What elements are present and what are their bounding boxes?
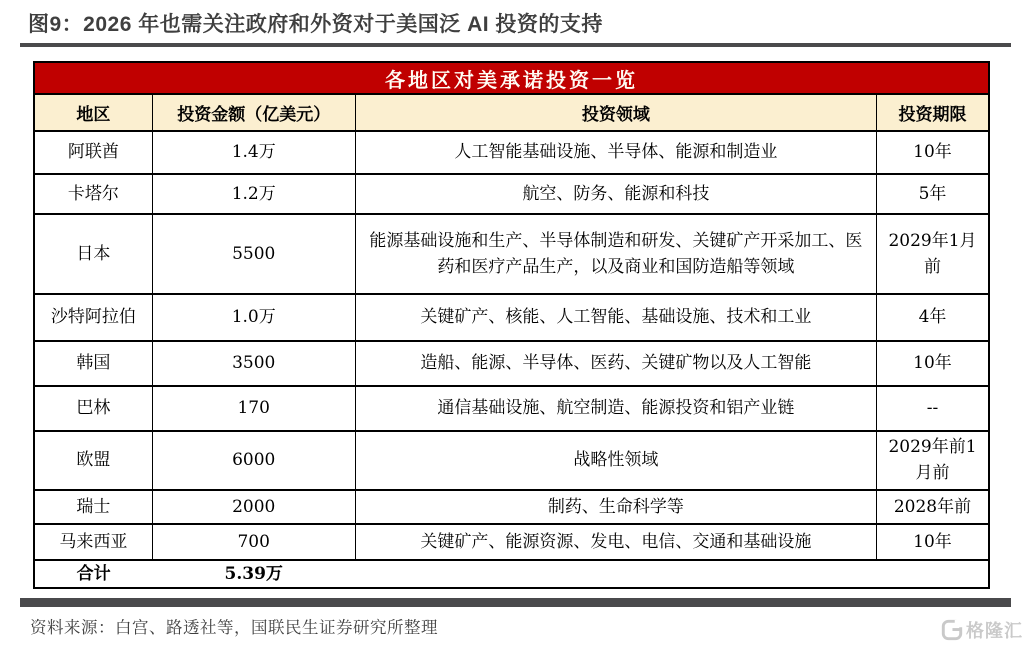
- cell-fields: 造船、能源、半导体、医药、关键矿物以及人工智能: [355, 341, 876, 386]
- cell-amount: 5500: [152, 214, 355, 294]
- cell-fields: 关键矿产、核能、人工智能、基础设施、技术和工业: [355, 294, 876, 341]
- total-value: 5.39万: [224, 563, 283, 584]
- cell-region: 沙特阿拉伯: [35, 294, 152, 341]
- table-row: [35, 431, 988, 490]
- table-row: [35, 386, 988, 431]
- cell-amount: 2000: [152, 490, 355, 524]
- col-header-amount: 投资金额（亿美元）: [152, 94, 355, 131]
- cell-period: 2028年前: [876, 490, 988, 524]
- cell-fields: 能源基础设施和生产、半导体制造和研发、关键矿产开采加工、医药和医疗产品生产，以及商业和国防造船等领域: [355, 214, 876, 294]
- bottom-rule: [20, 598, 1011, 607]
- gelonghui-logo: [941, 617, 1023, 643]
- table-row: [35, 131, 988, 174]
- cell-region: 瑞士: [35, 490, 152, 524]
- table-row: [35, 524, 988, 560]
- cell-region: 日本: [35, 214, 152, 294]
- total-label: 合计: [76, 563, 111, 584]
- col-header-period: 投资期限: [876, 94, 988, 131]
- investment-table-grid: [35, 63, 988, 587]
- cell-amount: 170: [152, 386, 355, 431]
- cell-region: 欧盟: [35, 431, 152, 490]
- figure-container: [0, 11, 1031, 648]
- col-header-fields: 投资领域: [355, 94, 876, 131]
- table-banner-title: 各地区对美承诺投资一览: [35, 63, 988, 94]
- table-row: [35, 174, 988, 214]
- cell-fields: 关键矿产、能源资源、发电、电信、交通和基础设施: [355, 524, 876, 560]
- cell-amount: 1.0万: [152, 294, 355, 341]
- cell-period: 2029年1月前: [876, 214, 988, 294]
- gelonghui-wordmark: 格隆汇: [966, 621, 1023, 642]
- cell-period: 5年: [876, 174, 988, 214]
- cell-period: 2029年前1月前: [876, 431, 988, 490]
- col-header-region: 地区: [35, 94, 152, 131]
- cell-period: 10年: [876, 131, 988, 174]
- cell-region: 卡塔尔: [35, 174, 152, 214]
- cell-amount: 1.4万: [152, 131, 355, 174]
- cell-amount: 6000: [152, 431, 355, 490]
- total-cell: [35, 560, 988, 587]
- cell-amount: 1.2万: [152, 174, 355, 214]
- gelonghui-g-icon: [941, 619, 963, 641]
- table-row: [35, 490, 988, 524]
- cell-amount: 700: [152, 524, 355, 560]
- title-underline: [20, 43, 1011, 47]
- investment-table: [33, 61, 990, 589]
- cell-period: --: [876, 386, 988, 431]
- cell-region: 韩国: [35, 341, 152, 386]
- cell-fields: 战略性领域: [355, 431, 876, 490]
- cell-region: 巴林: [35, 386, 152, 431]
- figure-footer: [30, 614, 1023, 643]
- table-row: [35, 214, 988, 294]
- cell-period: 10年: [876, 341, 988, 386]
- cell-fields: 航空、防务、能源和科技: [355, 174, 876, 214]
- table-row: [35, 341, 988, 386]
- cell-period: 4年: [876, 294, 988, 341]
- cell-fields: 通信基础设施、航空制造、能源投资和铝产业链: [355, 386, 876, 431]
- source-note: 资料来源：白宫、路透社等，国联民生证券研究所整理: [30, 619, 438, 638]
- figure-title: 图9：2026 年也需关注政府和外资对于美国泛 AI 投资的支持: [28, 13, 603, 36]
- cell-period: 10年: [876, 524, 988, 560]
- cell-fields: 制药、生命科学等: [355, 490, 876, 524]
- cell-region: 马来西亚: [35, 524, 152, 560]
- table-row: [35, 294, 988, 341]
- table-banner-row: [35, 63, 988, 94]
- cell-fields: 人工智能基础设施、半导体、能源和制造业: [355, 131, 876, 174]
- table-total-row: [35, 560, 988, 587]
- table-header-row: [35, 94, 988, 131]
- cell-region: 阿联酋: [35, 131, 152, 174]
- cell-amount: 3500: [152, 341, 355, 386]
